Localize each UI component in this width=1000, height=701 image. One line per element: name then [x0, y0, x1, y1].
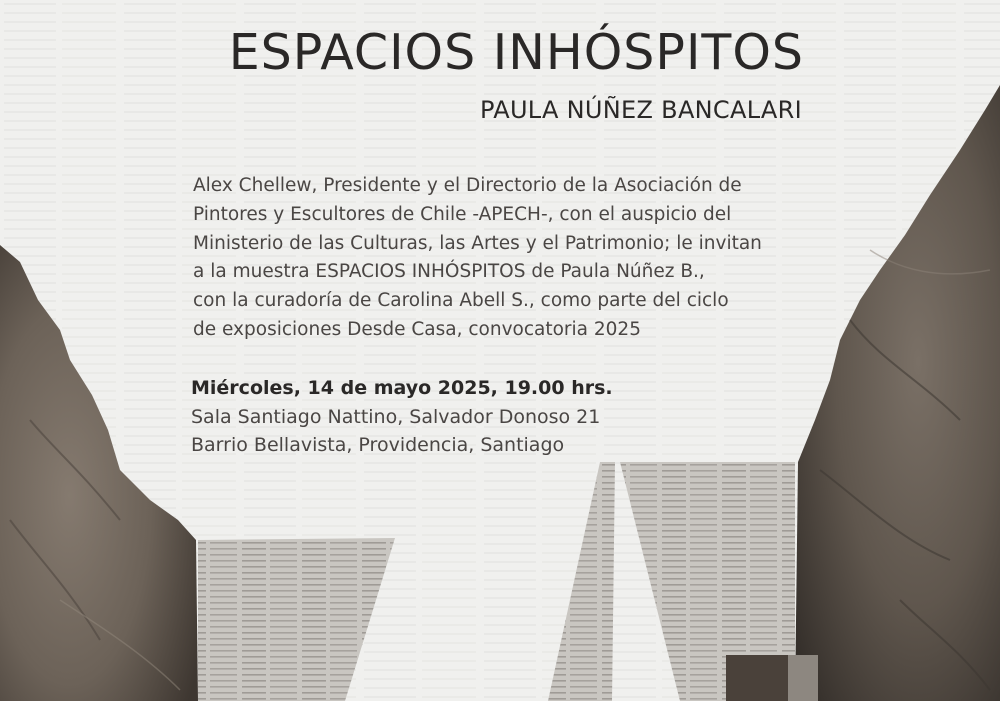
invitation-line: de exposiciones Desde Casa, convocatoria 2025 — [193, 318, 641, 340]
event-date: Miércoles, 14 de mayo 2025, 19.00 hrs. — [191, 377, 613, 399]
exhibition-title: ESPACIOS INHÓSPITOS — [228, 24, 804, 81]
event-location: Barrio Bellavista, Providencia, Santiago — [191, 434, 565, 456]
invitation-line: Alex Chellew, Presidente y el Directorio de la Asociación de — [193, 175, 742, 196]
invitation-line: a la muestra ESPACIOS INHÓSPITOS de Paula Núñez B., — [193, 261, 705, 283]
invitation-text — [193, 172, 833, 345]
invitation-line: Ministerio de las Culturas, las Artes y el Patrimonio; le invitan — [193, 232, 762, 254]
event-details — [191, 374, 791, 460]
event-venue: Sala Santiago Nattino, Salvador Donoso 21 — [191, 405, 601, 428]
invitation-line: Pintores y Escultores de Chile -APECH-, con el auspicio del — [193, 203, 732, 225]
invitation-line: con la curadoría de Carolina Abell S., como parte del ciclo — [193, 290, 729, 312]
artist-name: PAULA NÚÑEZ BANCALARI — [479, 96, 802, 124]
